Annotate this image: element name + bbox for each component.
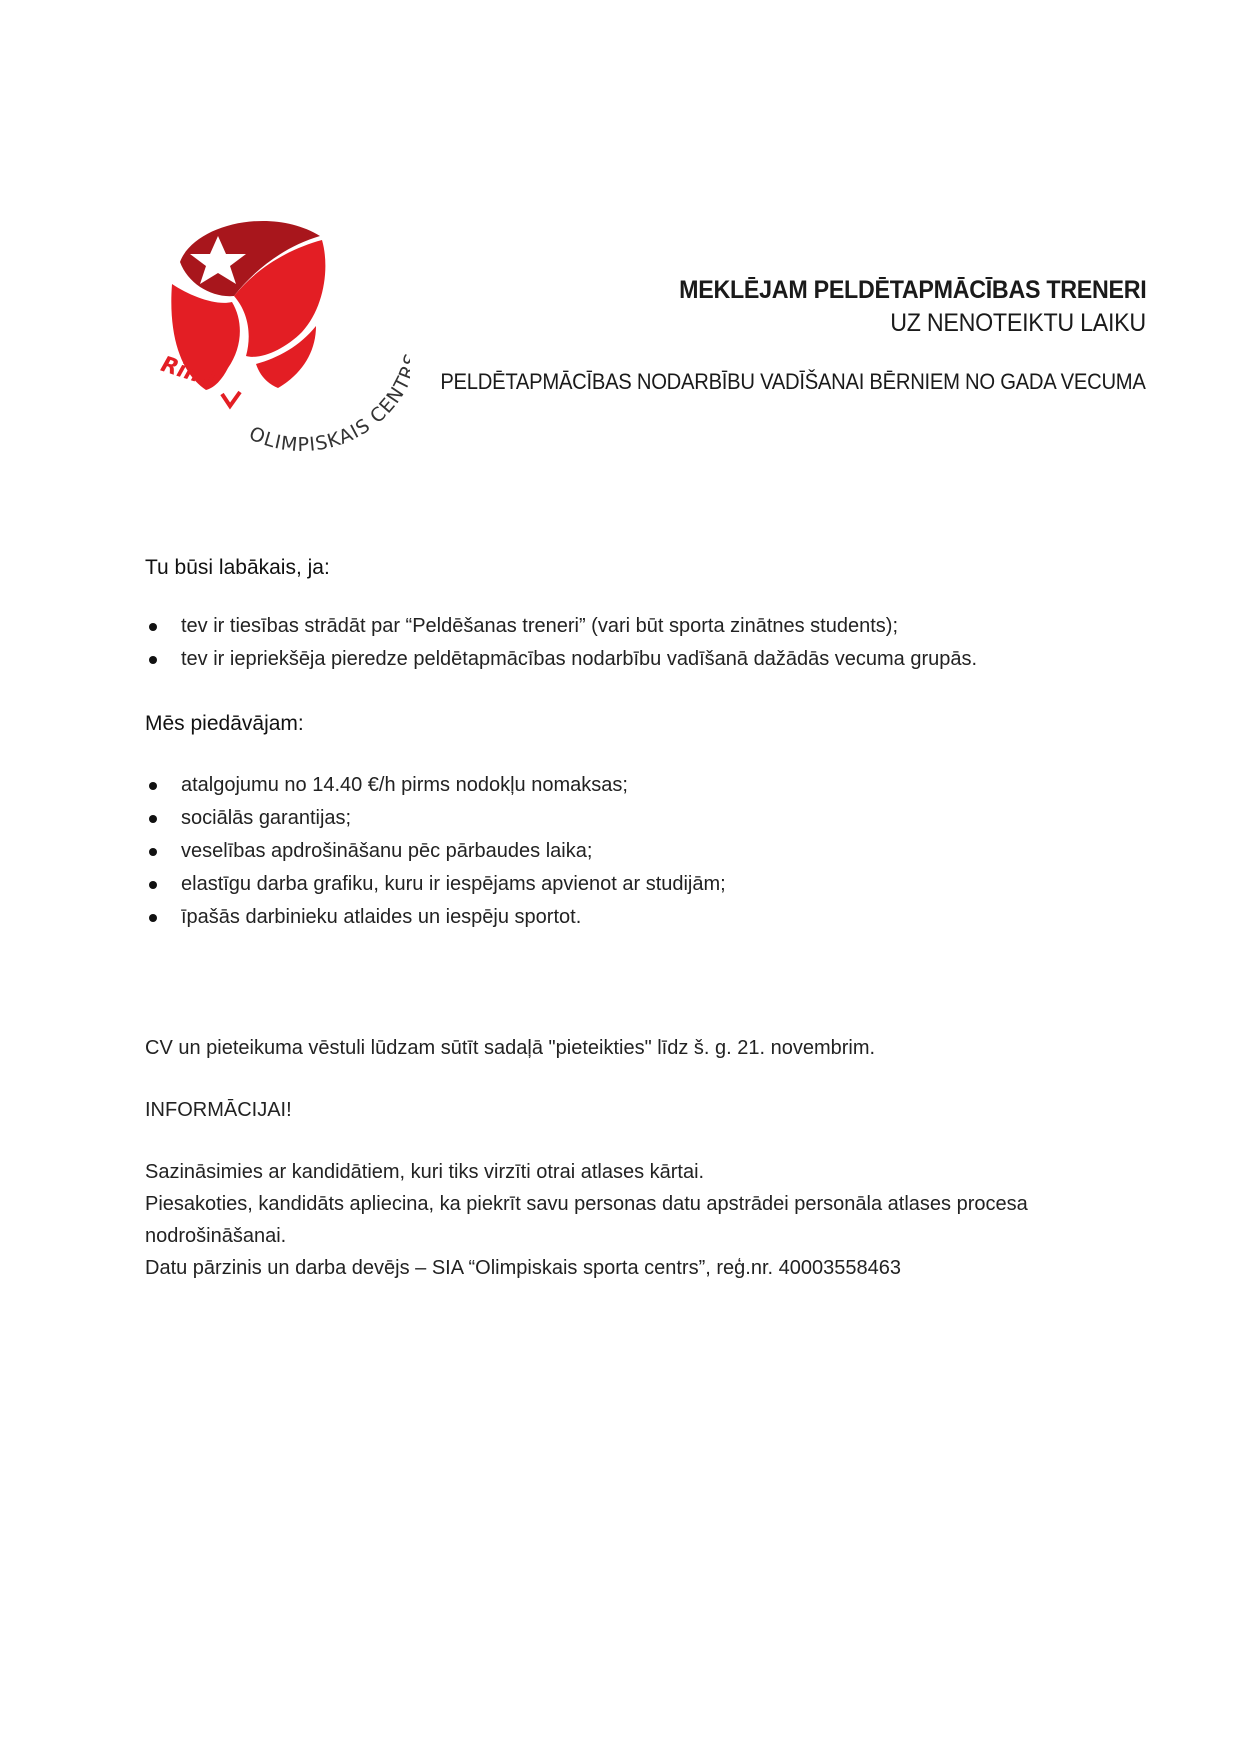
info-line: Sazināsimies ar kandidātiem, kuri tiks virzīti otrai atlases kārtai. bbox=[145, 1161, 705, 1183]
list-item: sociālās garantijas; bbox=[145, 802, 1145, 835]
offer-title: Mēs piedāvājam: bbox=[145, 712, 304, 735]
requirements-list bbox=[145, 610, 1145, 676]
requirements-section bbox=[145, 552, 1145, 584]
application-note bbox=[145, 1032, 1145, 1064]
bullet-icon bbox=[149, 914, 157, 922]
rimi-brand: Rimi bbox=[160, 352, 218, 393]
bullet-icon bbox=[149, 782, 157, 790]
offer-list bbox=[145, 769, 1145, 934]
list-item: īpašās darbinieku atlaides un iespēju sportot. bbox=[145, 901, 1145, 934]
list-item: atalgojumu no 14.40 €/h pirms nodokļu nomaksas; bbox=[145, 769, 1145, 802]
info-section bbox=[145, 1094, 1145, 1126]
list-item: tev ir tiesības strādāt par “Peldēšanas treneri” (vari būt sporta zinātnes students); bbox=[145, 610, 1145, 643]
list-item: veselības apdrošināšanu pēc pārbaudes laika; bbox=[145, 835, 1145, 868]
bullet-icon bbox=[149, 815, 157, 823]
bullet-icon bbox=[149, 881, 157, 889]
requirements-list-wrap bbox=[145, 610, 1145, 676]
job-subtitle: UZ NENOTEIKTU LAIKU bbox=[890, 309, 1146, 337]
bullet-icon bbox=[149, 656, 157, 664]
logo-arc-text: OLIMPISKAIS CEN bbox=[245, 382, 410, 457]
requirements-title: Tu būsi labākais, ja: bbox=[145, 556, 330, 579]
offer-section bbox=[145, 708, 1145, 740]
list-item: tev ir iepriekšēja pieredze peldētapmācības nodarbību vadīšanā dažādās vecuma grupās. bbox=[145, 643, 1145, 676]
logo-emblem bbox=[160, 210, 410, 460]
info-line: Datu pārzinis un darba devējs – SIA “Olimpiskais sporta centrs”, reģ.nr. 40003558463 bbox=[145, 1257, 901, 1279]
olimpiskais-centrs-logo bbox=[160, 210, 410, 460]
info-lines bbox=[145, 1156, 1145, 1284]
bullet-icon bbox=[149, 623, 157, 631]
job-subheading: PELDĒTAPMĀCĪBAS NODARBĪBU VADĪŠANAI BĒRNIEM NO GADA VECUMA bbox=[440, 369, 1146, 394]
info-line: nodrošināšanai. bbox=[145, 1225, 287, 1247]
rimi-swoosh-icon bbox=[222, 392, 240, 406]
list-item: elastīgu darba grafiku, kuru ir iespējams apvienot ar studijām; bbox=[145, 868, 1145, 901]
job-title: MEKLĒJAM PELDĒTAPMĀCĪBAS TRENERI bbox=[678, 276, 1146, 304]
bullet-icon bbox=[149, 848, 157, 856]
info-title: INFORMĀCIJAI! bbox=[145, 1099, 292, 1121]
info-line: Piesakoties, kandidāts apliecina, ka piekrīt savu personas datu apstrādei personāla atlases procesa bbox=[145, 1193, 1028, 1215]
application-text: CV un pieteikuma vēstuli lūdzam sūtīt sadaļā "pieteikties" līdz š. g. 21. novembrim. bbox=[145, 1037, 876, 1059]
offer-list-wrap bbox=[145, 769, 1145, 934]
